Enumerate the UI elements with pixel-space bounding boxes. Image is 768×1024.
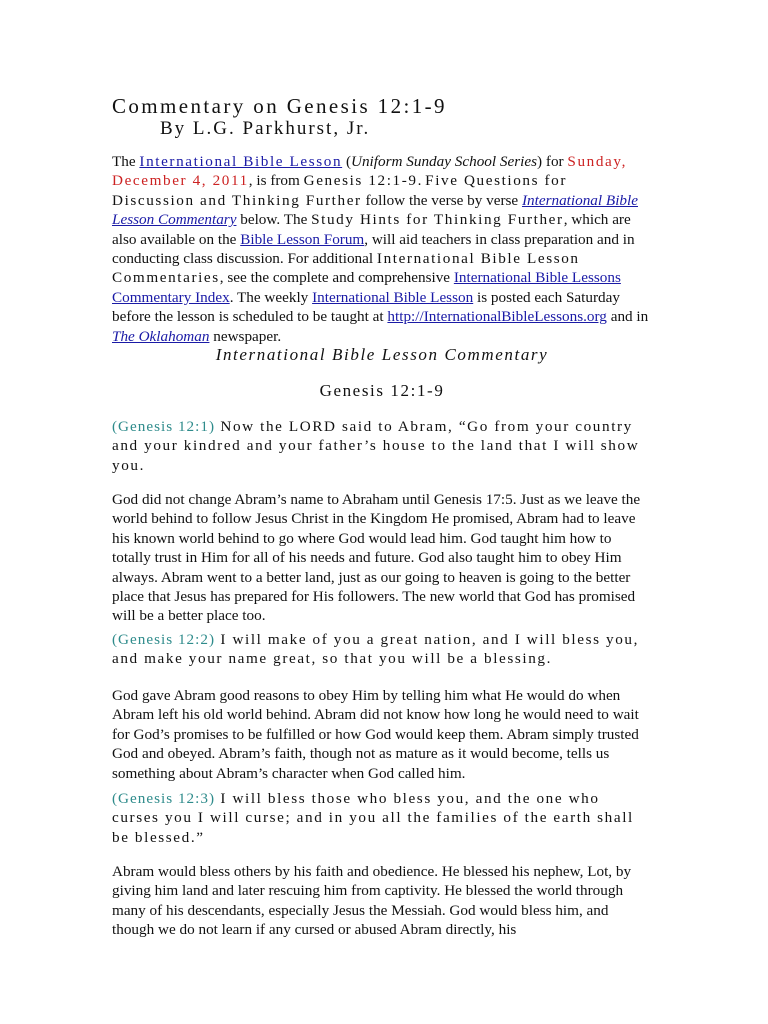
verse-text: I will make of you a great nation, and I will bless you, and make your name great, so that you will be a blessing. <box>112 631 639 668</box>
lesson-date: Sunday, December 4, 2011 <box>112 153 627 190</box>
byline: By L.G. Parkhurst, Jr. <box>160 118 371 139</box>
intro-paragraph: The International Bible Lesson (Uniform Sunday School Series) for Sunday, December 4, 2011, is from Genesis 12:1-9. Five Questions for Discussion and Thinking Further follow the verse by verse International Bible Lesson Commentary below. The Study Hints for Thinking Further, which are also available on the Bible Lesson Forum, will aid teachers in class preparation and in conducting class discussion. For additional International Bible Lesson Commentaries, see the complete and comprehensive International Bible Lessons Commentary Index. The weekly International Bible Lesson is posted each Saturday before the lesson is scheduled to be taught at http://InternationalBibleLessons.org and in The Oklahoman newspaper. <box>112 153 649 345</box>
commentary-paragraph: Abram would bless others by his faith and obedience. He blessed his nephew, Lot, by giving him land and later rescuing him from captivity. He blessed the world through many of his descendants, especially Jesus the Messiah. God would bless him, and though we do not learn if any cursed or abused Abram directly, his <box>112 863 632 939</box>
verse-block <box>112 789 652 847</box>
verse-block <box>112 417 652 475</box>
link-commentary[interactable]: International Bible Lesson Commentary <box>112 191 638 229</box>
link-international-bible-lesson[interactable]: International Bible Lesson <box>139 153 343 170</box>
link-website[interactable]: http://InternationalBibleLessons.org <box>387 308 607 326</box>
link-commentary-index[interactable]: International Bible Lessons Commentary Index <box>112 269 621 306</box>
verse-text: Now the LORD said to Abram, “Go from your country and your kindred and your father’s house to the land that I will show you. <box>112 418 640 474</box>
link-weekly-lesson[interactable]: International Bible Lesson <box>312 288 474 306</box>
verse-ref: (Genesis 12:2) <box>112 631 215 648</box>
verse-block <box>112 630 652 669</box>
verse-ref: (Genesis 12:3) <box>112 790 215 807</box>
commentary-paragraph: God gave Abram good reasons to obey Him by telling him what He would do when Abram left his old world behind. Abram did not know how long he would need to wait for God’s promises to be fulfilled or how God would keep them. Abram simply trusted God and obeyed. Abram’s faith, though not as mature as it would become, tells us something about Abram’s character when God called him. <box>112 687 639 782</box>
passage-heading: Genesis 12:1-9 <box>319 381 445 400</box>
verse-text: I will bless those who bless you, and the one who curses you I will curse; and in you all the families of the earth shall be blessed.” <box>112 790 634 846</box>
commentary-heading: International Bible Lesson Commentary <box>215 345 549 364</box>
verse-ref: (Genesis 12:1) <box>112 418 215 435</box>
commentary-paragraph: God did not change Abram’s name to Abraham until Genesis 17:5. Just as we leave the world behind to follow Jesus Christ in the Kingdom He promised, Abram had to leave his known world behind to go where God would lead him. God taught him how to totally trust in Him for all of his needs and future. God also taught him to obey Him always. Abram went to a better land, just as our going to heaven is going to the better place that Jesus has prepared for His followers. The new world that God has promised will be a better place too. <box>112 491 641 625</box>
link-bible-lesson-forum[interactable]: Bible Lesson Forum <box>240 230 365 248</box>
link-oklahoman[interactable]: The Oklahoman <box>112 327 210 345</box>
page-title: Commentary on Genesis 12:1-9 <box>112 94 447 118</box>
